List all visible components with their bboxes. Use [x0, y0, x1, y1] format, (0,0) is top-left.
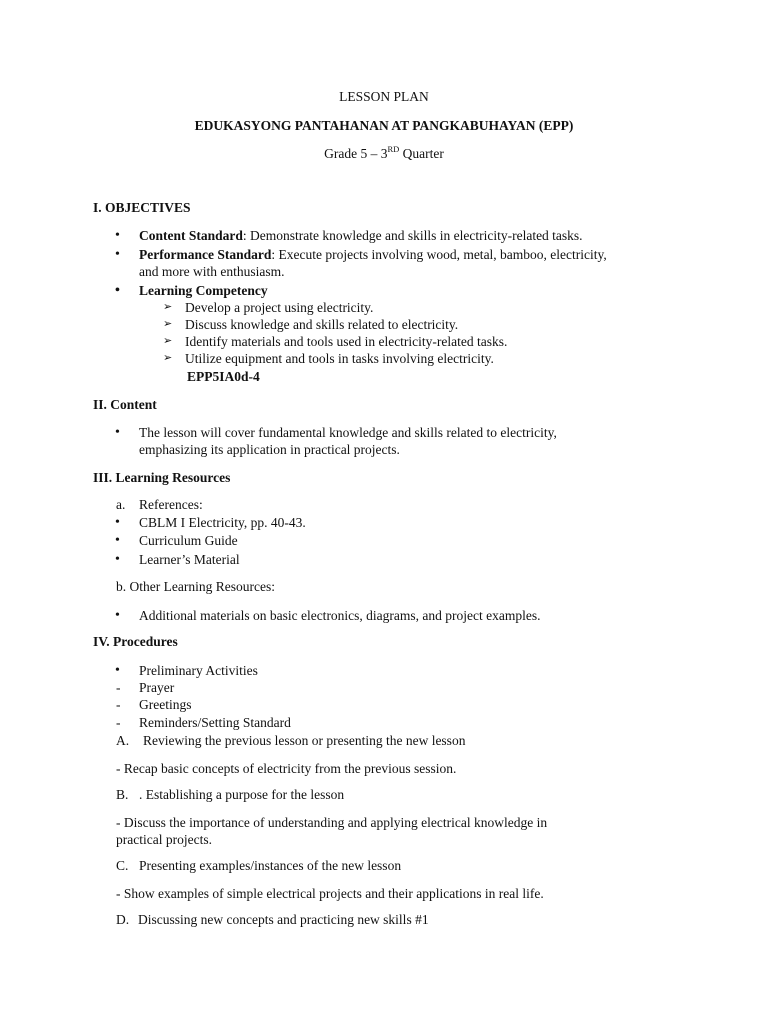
content-standard-item	[139, 227, 583, 244]
content-description: • The lesson will cover fundamental knowledge and skills related to electricity,	[139, 424, 557, 441]
step-a-label: A.	[116, 733, 130, 748]
step-c-detail: - Show examples of simple electrical projects and their applications in real life.	[116, 886, 544, 901]
reference-item: • CBLM I Electricity, pp. 40-43.	[139, 514, 306, 531]
step-d-text: Discussing new concepts and practicing new skills #1	[138, 912, 429, 927]
objectives-heading: I. OBJECTIVES	[93, 200, 191, 215]
step-d-label: D.	[116, 912, 130, 927]
content-standard-label: Content Standard	[139, 228, 243, 243]
preliminary-item: Reminders/Setting Standard	[139, 715, 291, 730]
step-b-text: . Establishing a purpose for the lesson	[139, 787, 345, 802]
performance-standard-continuation: and more with enthusiasm.	[139, 264, 285, 279]
step-c-label: C.	[116, 858, 129, 873]
resources-heading: III. Learning Resources	[93, 470, 231, 485]
competency-item: ➢ Develop a project using electricity.	[185, 299, 373, 316]
reference-item: • Curriculum Guide	[139, 532, 238, 549]
step-a-detail: - Recap basic concepts of electricity from the previous session.	[116, 761, 457, 776]
step-b-detail: - Discuss the importance of understanding and applying electrical knowledge in	[116, 815, 548, 830]
references-marker: a.	[116, 497, 126, 512]
competency-item: ➢ Discuss knowledge and skills related to electricity.	[185, 316, 458, 333]
step-b-label: B.	[116, 787, 129, 802]
other-resource-item: • Additional materials on basic electronics, diagrams, and project examples.	[139, 607, 541, 624]
document-title: LESSON PLAN	[339, 89, 429, 104]
content-standard-text: : Demonstrate knowledge and skills in electricity-related tasks.	[242, 228, 583, 243]
dash-marker: -	[116, 715, 121, 730]
procedures-heading: IV. Procedures	[93, 634, 178, 649]
competency-code: EPP5IA0d-4	[187, 369, 260, 384]
references-label: References:	[139, 497, 203, 512]
performance-standard-item	[139, 246, 607, 263]
step-a-text: Reviewing the previous lesson or presenting the new lesson	[143, 733, 466, 748]
preliminary-activities: • Preliminary Activities	[139, 662, 258, 679]
other-resources-label: b. Other Learning Resources:	[116, 579, 275, 594]
performance-standard-text: : Execute projects involving wood, metal, bamboo, electricity,	[271, 247, 607, 262]
preliminary-item: Prayer	[139, 680, 175, 695]
learning-competency-label: • Learning Competency	[139, 282, 268, 299]
dash-marker: -	[116, 680, 121, 695]
step-b-detail-continuation: practical projects.	[116, 832, 212, 847]
content-description-continuation: emphasizing its application in practical projects.	[139, 442, 400, 457]
content-heading: II. Content	[93, 397, 157, 412]
competency-item: ➢ Identify materials and tools used in electricity-related tasks.	[185, 333, 507, 350]
grade-suffix: Quarter	[399, 146, 444, 161]
reference-item: • Learner’s Material	[139, 551, 240, 568]
subject-title: EDUKASYONG PANTAHANAN AT PANGKABUHAYAN (EPP)	[194, 118, 574, 133]
performance-standard-label: Performance Standard	[139, 247, 272, 262]
preliminary-item: Greetings	[139, 697, 192, 712]
grade-superscript: RD	[387, 144, 400, 154]
grade-quarter	[0, 145, 768, 162]
grade-prefix: Grade 5 – 3	[324, 146, 388, 161]
step-c-text: Presenting examples/instances of the new lesson	[139, 858, 402, 873]
dash-marker: -	[116, 697, 121, 712]
competency-item: ➢ Utilize equipment and tools in tasks involving electricity.	[185, 350, 494, 367]
